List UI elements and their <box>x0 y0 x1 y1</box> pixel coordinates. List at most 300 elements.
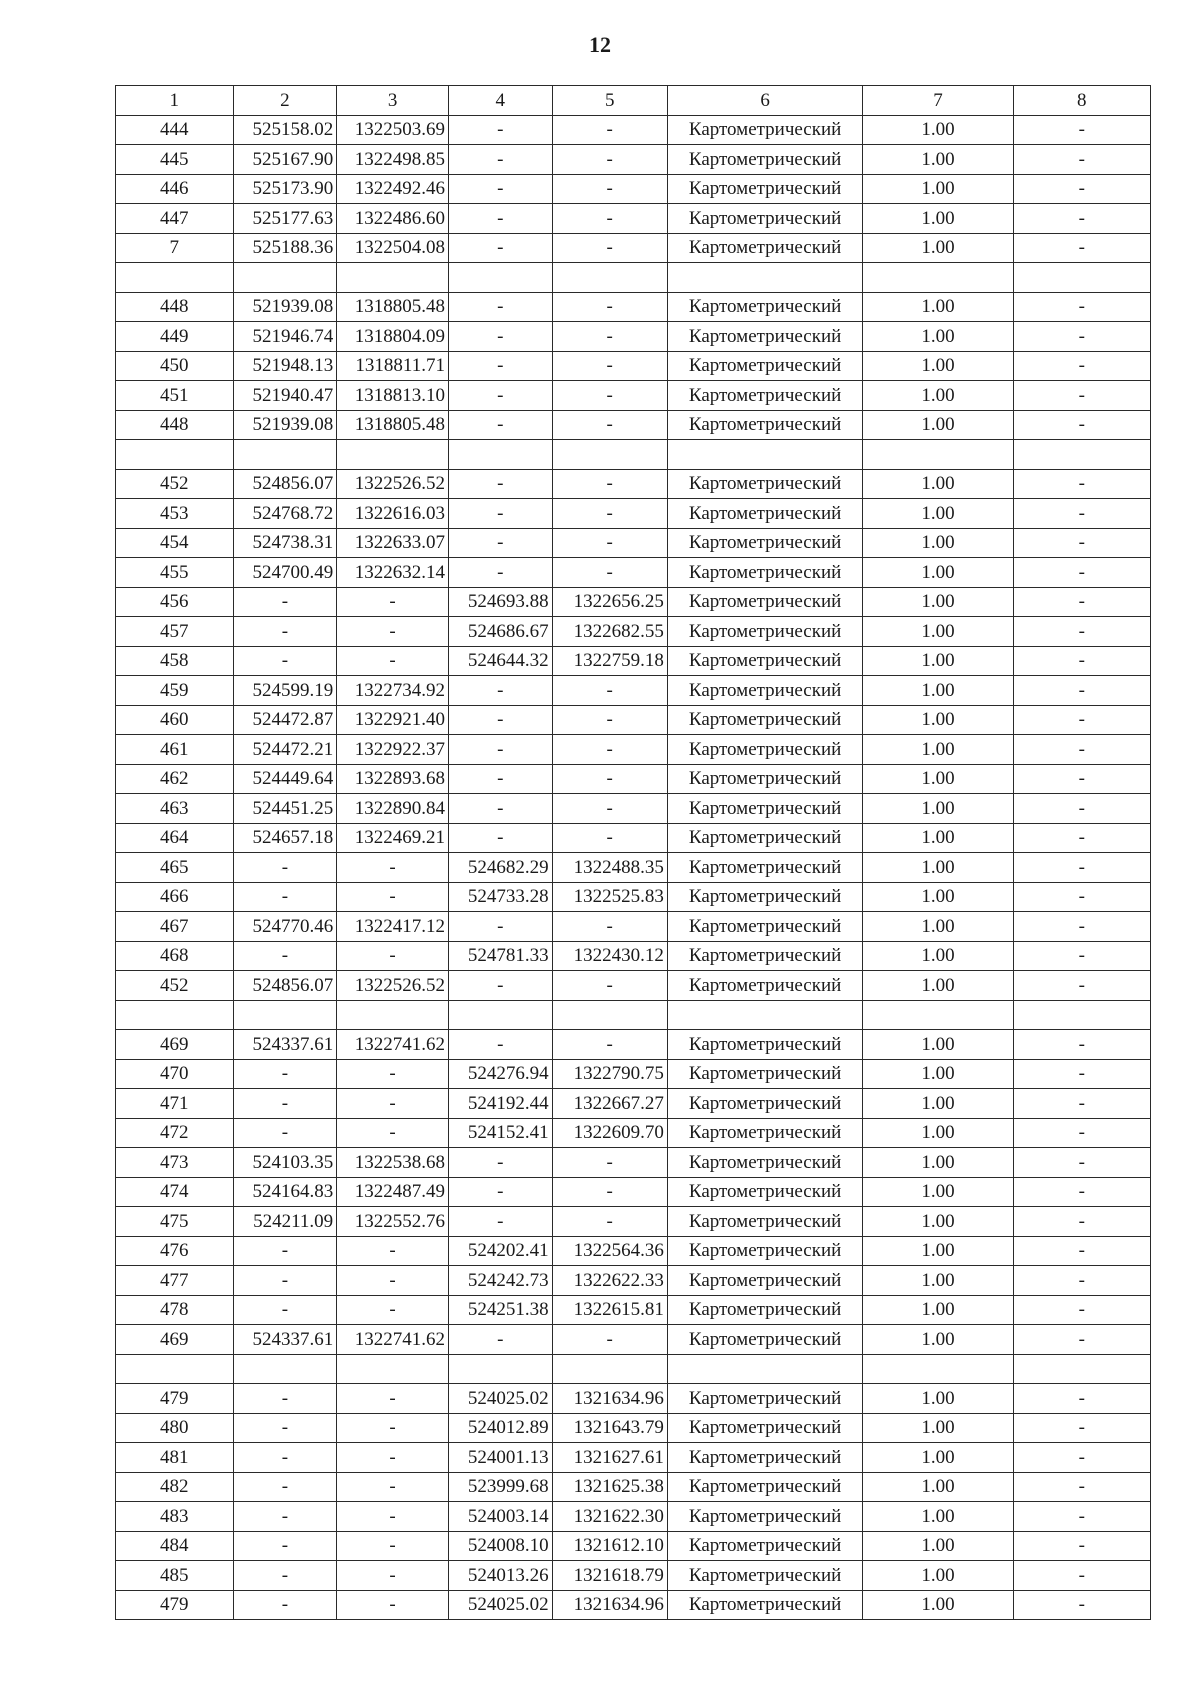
method-cell: Картометрический <box>667 1295 863 1325</box>
table-row <box>116 1059 1151 1089</box>
description-cell <box>1013 1354 1150 1384</box>
table-row <box>116 1089 1151 1119</box>
table-row <box>116 1472 1151 1502</box>
x-coordinate-alt-cell: - <box>448 1030 552 1060</box>
y-coordinate-alt-cell: 1322682.55 <box>552 617 667 647</box>
point-number-cell: 460 <box>116 705 234 735</box>
point-number-cell: 452 <box>116 469 234 499</box>
x-coordinate-alt-cell <box>448 263 552 293</box>
accuracy-cell: 1.00 <box>863 1531 1013 1561</box>
accuracy-cell: 1.00 <box>863 1207 1013 1237</box>
y-coordinate-cell: 1322922.37 <box>337 735 449 765</box>
accuracy-cell: 1.00 <box>863 912 1013 942</box>
method-cell: Картометрический <box>667 823 863 853</box>
point-number-cell: 445 <box>116 145 234 175</box>
point-number-cell: 482 <box>116 1472 234 1502</box>
x-coordinate-alt-cell: 524013.26 <box>448 1561 552 1591</box>
table-row <box>116 676 1151 706</box>
accuracy-cell: 1.00 <box>863 1502 1013 1532</box>
x-coordinate-cell: 524856.07 <box>233 971 337 1001</box>
x-coordinate-cell: 524472.21 <box>233 735 337 765</box>
y-coordinate-alt-cell: - <box>552 558 667 588</box>
description-cell: - <box>1013 381 1150 411</box>
method-cell: Картометрический <box>667 1502 863 1532</box>
description-cell: - <box>1013 204 1150 234</box>
y-coordinate-alt-cell: - <box>552 971 667 1001</box>
point-number-cell: 456 <box>116 587 234 617</box>
method-cell: Картометрический <box>667 1030 863 1060</box>
point-number-cell: 444 <box>116 115 234 145</box>
method-cell: Картометрический <box>667 1118 863 1148</box>
y-coordinate-alt-cell: 1322525.83 <box>552 882 667 912</box>
y-coordinate-cell: - <box>337 1590 449 1620</box>
point-number-cell: 483 <box>116 1502 234 1532</box>
y-coordinate-alt-cell: 1321634.96 <box>552 1384 667 1414</box>
x-coordinate-alt-cell: - <box>448 499 552 529</box>
x-coordinate-alt-cell: - <box>448 410 552 440</box>
y-coordinate-alt-cell: 1322759.18 <box>552 646 667 676</box>
x-coordinate-cell: - <box>233 1443 337 1473</box>
description-cell: - <box>1013 882 1150 912</box>
method-cell <box>667 263 863 293</box>
x-coordinate-cell: - <box>233 1590 337 1620</box>
point-number-cell: 476 <box>116 1236 234 1266</box>
y-coordinate-cell: - <box>337 1443 449 1473</box>
y-coordinate-cell: 1322890.84 <box>337 794 449 824</box>
column-header: 2 <box>233 86 337 116</box>
x-coordinate-cell: 524472.87 <box>233 705 337 735</box>
description-cell: - <box>1013 912 1150 942</box>
table-row <box>116 204 1151 234</box>
separator-row <box>116 440 1151 470</box>
y-coordinate-alt-cell: - <box>552 676 667 706</box>
point-number-cell <box>116 440 234 470</box>
y-coordinate-cell: - <box>337 1384 449 1414</box>
column-header: 4 <box>448 86 552 116</box>
y-coordinate-cell: 1322921.40 <box>337 705 449 735</box>
table-row <box>116 1325 1151 1355</box>
x-coordinate-cell: 525188.36 <box>233 233 337 263</box>
table-row <box>116 1295 1151 1325</box>
x-coordinate-alt-cell: 524003.14 <box>448 1502 552 1532</box>
description-cell: - <box>1013 1177 1150 1207</box>
description-cell <box>1013 263 1150 293</box>
y-coordinate-alt-cell: 1322622.33 <box>552 1266 667 1296</box>
x-coordinate-alt-cell: - <box>448 381 552 411</box>
accuracy-cell: 1.00 <box>863 1561 1013 1591</box>
column-header: 1 <box>116 86 234 116</box>
method-cell: Картометрический <box>667 292 863 322</box>
x-coordinate-cell: - <box>233 1236 337 1266</box>
description-cell: - <box>1013 1443 1150 1473</box>
accuracy-cell: 1.00 <box>863 794 1013 824</box>
accuracy-cell: 1.00 <box>863 823 1013 853</box>
x-coordinate-alt-cell: - <box>448 115 552 145</box>
y-coordinate-cell: - <box>337 1472 449 1502</box>
table-row <box>116 764 1151 794</box>
point-number-cell: 484 <box>116 1531 234 1561</box>
x-coordinate-cell: 524770.46 <box>233 912 337 942</box>
accuracy-cell <box>863 1000 1013 1030</box>
table-row <box>116 1443 1151 1473</box>
coordinates-table <box>115 85 1151 1620</box>
y-coordinate-cell: 1322538.68 <box>337 1148 449 1178</box>
x-coordinate-alt-cell: 524242.73 <box>448 1266 552 1296</box>
description-cell: - <box>1013 528 1150 558</box>
table-row <box>116 941 1151 971</box>
accuracy-cell: 1.00 <box>863 941 1013 971</box>
table-row <box>116 351 1151 381</box>
x-coordinate-alt-cell <box>448 1354 552 1384</box>
method-cell: Картометрический <box>667 1266 863 1296</box>
y-coordinate-alt-cell <box>552 1000 667 1030</box>
y-coordinate-cell: 1322417.12 <box>337 912 449 942</box>
method-cell: Картометрический <box>667 1443 863 1473</box>
point-number-cell: 466 <box>116 882 234 912</box>
table-row <box>116 469 1151 499</box>
description-cell: - <box>1013 410 1150 440</box>
y-coordinate-cell: - <box>337 1089 449 1119</box>
description-cell: - <box>1013 174 1150 204</box>
y-coordinate-alt-cell: - <box>552 528 667 558</box>
point-number-cell: 471 <box>116 1089 234 1119</box>
description-cell: - <box>1013 115 1150 145</box>
separator-row <box>116 263 1151 293</box>
accuracy-cell: 1.00 <box>863 469 1013 499</box>
x-coordinate-cell: - <box>233 1295 337 1325</box>
table-row <box>116 912 1151 942</box>
y-coordinate-alt-cell: - <box>552 381 667 411</box>
x-coordinate-alt-cell: - <box>448 1148 552 1178</box>
y-coordinate-alt-cell: 1321612.10 <box>552 1531 667 1561</box>
y-coordinate-alt-cell: 1322564.36 <box>552 1236 667 1266</box>
method-cell: Картометрический <box>667 676 863 706</box>
x-coordinate-cell: 524856.07 <box>233 469 337 499</box>
point-number-cell: 448 <box>116 292 234 322</box>
y-coordinate-cell: - <box>337 853 449 883</box>
column-header: 5 <box>552 86 667 116</box>
y-coordinate-cell: 1318805.48 <box>337 410 449 440</box>
y-coordinate-cell: 1322741.62 <box>337 1030 449 1060</box>
y-coordinate-cell: 1322469.21 <box>337 823 449 853</box>
accuracy-cell: 1.00 <box>863 617 1013 647</box>
point-number-cell: 485 <box>116 1561 234 1591</box>
y-coordinate-cell: 1322734.92 <box>337 676 449 706</box>
x-coordinate-cell: - <box>233 1472 337 1502</box>
point-number-cell: 474 <box>116 1177 234 1207</box>
x-coordinate-alt-cell: 524686.67 <box>448 617 552 647</box>
method-cell: Картометрический <box>667 1325 863 1355</box>
y-coordinate-alt-cell: - <box>552 823 667 853</box>
table-row <box>116 558 1151 588</box>
table-row <box>116 1118 1151 1148</box>
point-number-cell: 469 <box>116 1325 234 1355</box>
separator-row <box>116 1000 1151 1030</box>
table-row <box>116 1030 1151 1060</box>
method-cell: Картометрический <box>667 853 863 883</box>
x-coordinate-cell: - <box>233 587 337 617</box>
x-coordinate-cell: - <box>233 941 337 971</box>
y-coordinate-cell <box>337 1000 449 1030</box>
y-coordinate-alt-cell: 1322790.75 <box>552 1059 667 1089</box>
y-coordinate-cell: - <box>337 882 449 912</box>
y-coordinate-alt-cell: - <box>552 1207 667 1237</box>
point-number-cell: 477 <box>116 1266 234 1296</box>
point-number-cell: 473 <box>116 1148 234 1178</box>
description-cell: - <box>1013 1384 1150 1414</box>
x-coordinate-alt-cell <box>448 1000 552 1030</box>
table-row <box>116 705 1151 735</box>
y-coordinate-cell: 1322526.52 <box>337 469 449 499</box>
method-cell: Картометрический <box>667 1059 863 1089</box>
accuracy-cell: 1.00 <box>863 174 1013 204</box>
x-coordinate-cell: 524164.83 <box>233 1177 337 1207</box>
x-coordinate-cell: 524657.18 <box>233 823 337 853</box>
method-cell: Картометрический <box>667 381 863 411</box>
point-number-cell: 472 <box>116 1118 234 1148</box>
x-coordinate-alt-cell: - <box>448 1177 552 1207</box>
table-row <box>116 1236 1151 1266</box>
table-row <box>116 528 1151 558</box>
y-coordinate-alt-cell: - <box>552 1030 667 1060</box>
description-cell: - <box>1013 735 1150 765</box>
accuracy-cell: 1.00 <box>863 1384 1013 1414</box>
accuracy-cell: 1.00 <box>863 587 1013 617</box>
page-number: 12 <box>589 32 611 57</box>
accuracy-cell: 1.00 <box>863 381 1013 411</box>
x-coordinate-cell: 521939.08 <box>233 410 337 440</box>
x-coordinate-alt-cell: - <box>448 351 552 381</box>
y-coordinate-alt-cell: 1321622.30 <box>552 1502 667 1532</box>
method-cell: Картометрический <box>667 941 863 971</box>
method-cell: Картометрический <box>667 145 863 175</box>
accuracy-cell: 1.00 <box>863 735 1013 765</box>
column-header: 6 <box>667 86 863 116</box>
y-coordinate-cell: 1322492.46 <box>337 174 449 204</box>
table-row <box>116 823 1151 853</box>
x-coordinate-cell: - <box>233 617 337 647</box>
accuracy-cell: 1.00 <box>863 204 1013 234</box>
method-cell: Картометрический <box>667 882 863 912</box>
method-cell: Картометрический <box>667 764 863 794</box>
y-coordinate-alt-cell: - <box>552 292 667 322</box>
accuracy-cell: 1.00 <box>863 853 1013 883</box>
description-cell: - <box>1013 499 1150 529</box>
y-coordinate-cell: 1322498.85 <box>337 145 449 175</box>
y-coordinate-cell: 1322526.52 <box>337 971 449 1001</box>
table-row <box>116 794 1151 824</box>
point-number-cell: 459 <box>116 676 234 706</box>
accuracy-cell: 1.00 <box>863 1059 1013 1089</box>
method-cell: Картометрический <box>667 1384 863 1414</box>
accuracy-cell: 1.00 <box>863 1413 1013 1443</box>
y-coordinate-cell: 1322552.76 <box>337 1207 449 1237</box>
method-cell: Картометрический <box>667 1089 863 1119</box>
y-coordinate-cell: 1318811.71 <box>337 351 449 381</box>
method-cell: Картометрический <box>667 233 863 263</box>
x-coordinate-cell: 524103.35 <box>233 1148 337 1178</box>
table-row <box>116 292 1151 322</box>
y-coordinate-alt-cell: 1321643.79 <box>552 1413 667 1443</box>
method-cell: Картометрический <box>667 617 863 647</box>
y-coordinate-alt-cell: - <box>552 912 667 942</box>
accuracy-cell: 1.00 <box>863 115 1013 145</box>
accuracy-cell: 1.00 <box>863 646 1013 676</box>
y-coordinate-alt-cell: - <box>552 233 667 263</box>
method-cell: Картометрический <box>667 322 863 352</box>
description-cell: - <box>1013 1295 1150 1325</box>
point-number-cell: 462 <box>116 764 234 794</box>
y-coordinate-cell: 1318813.10 <box>337 381 449 411</box>
accuracy-cell: 1.00 <box>863 558 1013 588</box>
x-coordinate-cell: - <box>233 1089 337 1119</box>
description-cell: - <box>1013 1502 1150 1532</box>
description-cell: - <box>1013 1207 1150 1237</box>
x-coordinate-cell: 521946.74 <box>233 322 337 352</box>
x-coordinate-alt-cell: 524644.32 <box>448 646 552 676</box>
x-coordinate-cell: 521948.13 <box>233 351 337 381</box>
y-coordinate-alt-cell: - <box>552 1177 667 1207</box>
y-coordinate-alt-cell: - <box>552 764 667 794</box>
table-row <box>116 381 1151 411</box>
x-coordinate-cell: - <box>233 1059 337 1089</box>
y-coordinate-cell: - <box>337 1236 449 1266</box>
y-coordinate-alt-cell: - <box>552 794 667 824</box>
method-cell: Картометрический <box>667 410 863 440</box>
method-cell: Картометрический <box>667 469 863 499</box>
x-coordinate-alt-cell: - <box>448 912 552 942</box>
y-coordinate-cell: 1322632.14 <box>337 558 449 588</box>
y-coordinate-cell <box>337 263 449 293</box>
x-coordinate-alt-cell: 524682.29 <box>448 853 552 883</box>
point-number-cell: 452 <box>116 971 234 1001</box>
y-coordinate-cell: - <box>337 646 449 676</box>
y-coordinate-alt-cell: 1322430.12 <box>552 941 667 971</box>
y-coordinate-cell: - <box>337 1561 449 1591</box>
x-coordinate-cell: 524738.31 <box>233 528 337 558</box>
table-row <box>116 145 1151 175</box>
method-cell: Картометрический <box>667 1590 863 1620</box>
method-cell: Картометрический <box>667 115 863 145</box>
point-number-cell <box>116 263 234 293</box>
description-cell: - <box>1013 558 1150 588</box>
description-cell: - <box>1013 233 1150 263</box>
x-coordinate-alt-cell: - <box>448 469 552 499</box>
y-coordinate-cell: - <box>337 1502 449 1532</box>
point-number-cell: 478 <box>116 1295 234 1325</box>
method-cell: Картометрический <box>667 1236 863 1266</box>
point-number-cell: 480 <box>116 1413 234 1443</box>
x-coordinate-cell: 521940.47 <box>233 381 337 411</box>
y-coordinate-cell: 1322616.03 <box>337 499 449 529</box>
table-row <box>116 233 1151 263</box>
description-cell <box>1013 440 1150 470</box>
x-coordinate-alt-cell: 524152.41 <box>448 1118 552 1148</box>
y-coordinate-alt-cell <box>552 1354 667 1384</box>
description-cell: - <box>1013 322 1150 352</box>
point-number-cell: 470 <box>116 1059 234 1089</box>
method-cell <box>667 440 863 470</box>
description-cell: - <box>1013 1472 1150 1502</box>
description-cell: - <box>1013 1089 1150 1119</box>
x-coordinate-cell: 525158.02 <box>233 115 337 145</box>
y-coordinate-alt-cell: - <box>552 1148 667 1178</box>
method-cell: Картометрический <box>667 1207 863 1237</box>
point-number-cell: 453 <box>116 499 234 529</box>
table-header-row <box>116 86 1151 116</box>
x-coordinate-cell: 524337.61 <box>233 1030 337 1060</box>
x-coordinate-cell: - <box>233 1266 337 1296</box>
description-cell: - <box>1013 1266 1150 1296</box>
x-coordinate-cell: 525173.90 <box>233 174 337 204</box>
x-coordinate-alt-cell: - <box>448 528 552 558</box>
y-coordinate-cell: - <box>337 1413 449 1443</box>
column-header: 8 <box>1013 86 1150 116</box>
y-coordinate-cell: 1322504.08 <box>337 233 449 263</box>
description-cell: - <box>1013 646 1150 676</box>
y-coordinate-cell: 1322487.49 <box>337 1177 449 1207</box>
point-number-cell: 479 <box>116 1384 234 1414</box>
method-cell: Картометрический <box>667 912 863 942</box>
method-cell: Картометрический <box>667 1177 863 1207</box>
point-number-cell: 447 <box>116 204 234 234</box>
y-coordinate-alt-cell: - <box>552 322 667 352</box>
column-header: 3 <box>337 86 449 116</box>
method-cell: Картометрический <box>667 1472 863 1502</box>
point-number-cell: 461 <box>116 735 234 765</box>
table-row <box>116 410 1151 440</box>
method-cell: Картометрический <box>667 528 863 558</box>
accuracy-cell: 1.00 <box>863 764 1013 794</box>
point-number-cell: 468 <box>116 941 234 971</box>
x-coordinate-cell: 524337.61 <box>233 1325 337 1355</box>
accuracy-cell: 1.00 <box>863 1295 1013 1325</box>
accuracy-cell: 1.00 <box>863 1030 1013 1060</box>
accuracy-cell: 1.00 <box>863 1266 1013 1296</box>
description-cell: - <box>1013 617 1150 647</box>
y-coordinate-alt-cell: - <box>552 174 667 204</box>
y-coordinate-cell: - <box>337 1266 449 1296</box>
y-coordinate-cell: - <box>337 617 449 647</box>
x-coordinate-alt-cell: - <box>448 1325 552 1355</box>
table-row <box>116 174 1151 204</box>
point-number-cell: 451 <box>116 381 234 411</box>
table-row <box>116 587 1151 617</box>
x-coordinate-alt-cell: - <box>448 676 552 706</box>
x-coordinate-cell: - <box>233 1384 337 1414</box>
table-row <box>116 1561 1151 1591</box>
accuracy-cell: 1.00 <box>863 322 1013 352</box>
table-row <box>116 1590 1151 1620</box>
accuracy-cell: 1.00 <box>863 351 1013 381</box>
x-coordinate-cell: - <box>233 1561 337 1591</box>
description-cell: - <box>1013 705 1150 735</box>
y-coordinate-cell <box>337 440 449 470</box>
table-row <box>116 1531 1151 1561</box>
x-coordinate-alt-cell: 524001.13 <box>448 1443 552 1473</box>
accuracy-cell: 1.00 <box>863 233 1013 263</box>
method-cell: Картометрический <box>667 558 863 588</box>
y-coordinate-alt-cell: - <box>552 204 667 234</box>
description-cell: - <box>1013 145 1150 175</box>
y-coordinate-alt-cell: 1322488.35 <box>552 853 667 883</box>
x-coordinate-cell: - <box>233 1502 337 1532</box>
y-coordinate-alt-cell: - <box>552 469 667 499</box>
accuracy-cell: 1.00 <box>863 528 1013 558</box>
x-coordinate-cell: - <box>233 1413 337 1443</box>
point-number-cell: 465 <box>116 853 234 883</box>
y-coordinate-alt-cell: - <box>552 705 667 735</box>
